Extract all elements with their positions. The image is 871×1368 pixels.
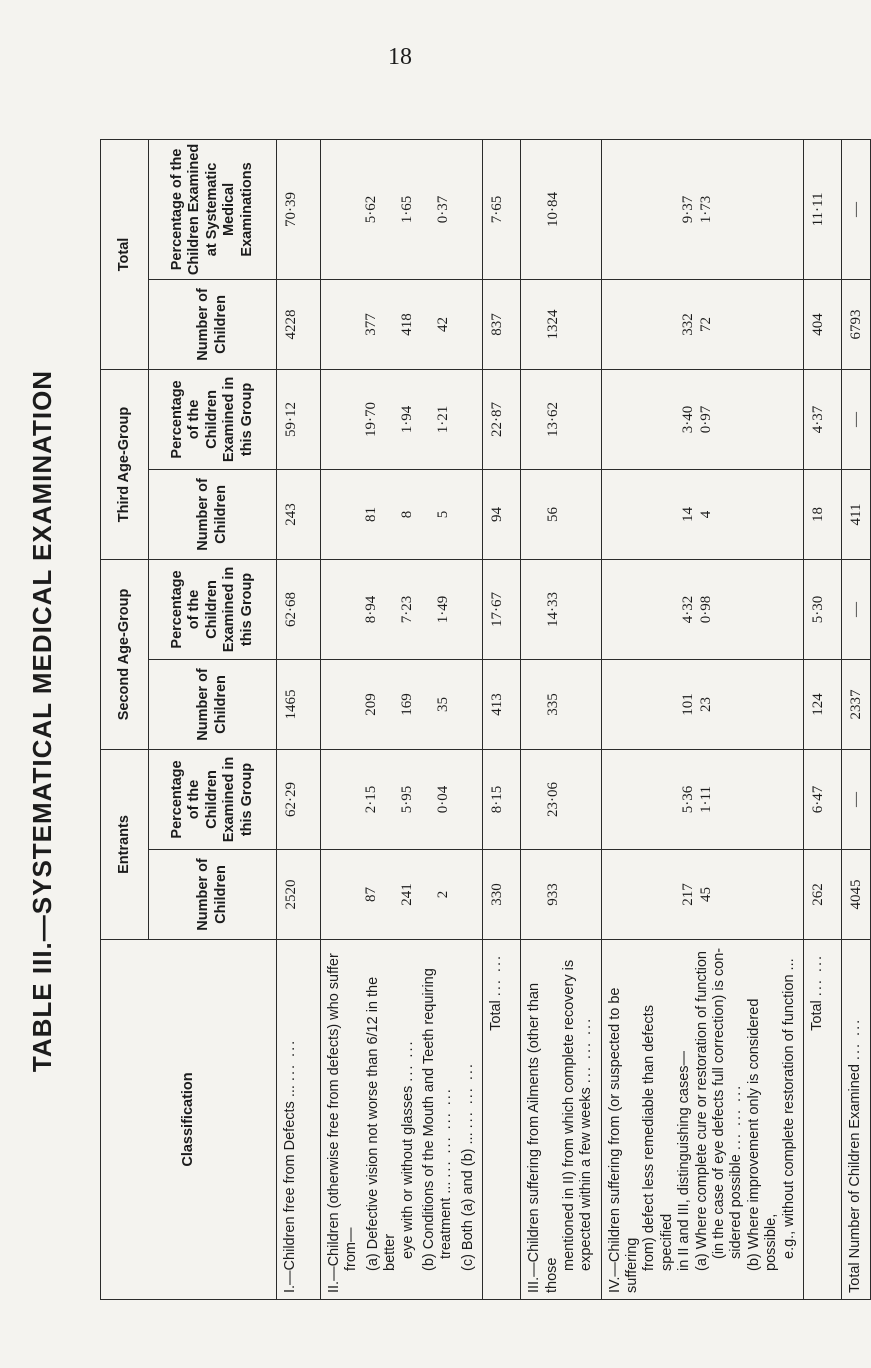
table-cell: 18 <box>803 469 841 559</box>
row-sublabel-line: (a) Defective vision not worse than 6/12 in the better <box>364 976 399 1271</box>
cell-value: 72 <box>697 316 714 332</box>
cell-value: 13·62 <box>545 401 562 437</box>
table-cell <box>321 559 483 659</box>
cell-value: 0·98 <box>697 595 714 624</box>
leader-dots: ... ... ... <box>459 1062 476 1129</box>
table-row <box>277 139 321 1299</box>
row-label <box>521 940 602 1300</box>
row-sublabel-line: sidered possible <box>728 1154 745 1259</box>
row-label-line: II.—Children (otherwise free from defects) who suffer <box>326 953 342 1293</box>
table-cell: 330 <box>483 850 521 940</box>
table-cell: 4·37 <box>803 369 841 469</box>
cell-value: 4·32 <box>679 595 696 624</box>
leader-dots: ... ... ... <box>728 1083 745 1151</box>
table-cell <box>321 850 483 940</box>
cell-value: 5·62 <box>363 195 379 224</box>
table-cell <box>521 749 602 849</box>
row-sublabel-line: treatment ... <box>438 1181 455 1259</box>
table-cell <box>521 139 602 279</box>
cell-value: 1·73 <box>697 195 714 224</box>
cell-value: 42 <box>435 316 451 332</box>
table-cell: 70·39 <box>277 139 321 279</box>
group-header-entrants: Entrants <box>101 749 149 939</box>
cell-value: 5·95 <box>399 785 415 814</box>
cell-value: 9·37 <box>679 195 696 224</box>
leader-dots: ... ... <box>399 1039 416 1082</box>
table-cell: 4045 <box>841 850 870 940</box>
table-cell: 59·12 <box>277 369 321 469</box>
cell-value: 933 <box>545 883 562 906</box>
table-cell <box>601 749 803 849</box>
number-column-header: Number of Children <box>149 279 277 369</box>
cell-value: 4 <box>697 510 714 519</box>
row-label-text: Total Number of Children Examined <box>846 1064 863 1293</box>
cell-value: 19·70 <box>363 401 379 437</box>
table-cell <box>521 469 602 559</box>
cell-value: 1·94 <box>399 405 415 434</box>
group-header-second: Second Age-Group <box>101 559 149 749</box>
leader-dots: ... ... <box>488 954 505 997</box>
leader-dots: ... ... ... ... <box>438 1087 455 1178</box>
table-cell: 11·11 <box>803 139 841 279</box>
table-cell: 17·67 <box>483 559 521 659</box>
leader-dots: ... ... <box>846 1017 863 1061</box>
row-label-text: I.—Children free from Defects ... <box>282 1085 298 1293</box>
total-percentage-column-header: Percentage of the Children Examined at Systematic Medical Examinations <box>149 139 277 279</box>
cell-value: 101 <box>679 693 696 716</box>
table-cell: 262 <box>803 850 841 940</box>
cell-value: 209 <box>363 693 379 716</box>
table-title: TABLE III.—SYSTEMATICAL MEDICAL EXAMINATION <box>26 369 57 1073</box>
group-header-third: Third Age-Group <box>101 369 149 559</box>
table-cell: 404 <box>803 279 841 369</box>
leader-dots: ... ... <box>282 1038 298 1082</box>
cell-value: 8 <box>399 510 415 519</box>
row-label <box>321 940 483 1300</box>
table-cell <box>521 850 602 940</box>
percentage-column-header: Percentage of the Children Examined in this Group <box>149 369 277 469</box>
table-cell: 2337 <box>841 659 870 749</box>
table-row <box>521 139 602 1299</box>
number-column-header: Number of Children <box>149 469 277 559</box>
table-cell <box>601 279 803 369</box>
table-cell: 94 <box>483 469 521 559</box>
cell-value: 35 <box>435 696 451 712</box>
cell-value: 45 <box>697 887 714 902</box>
row-sublabel-line: (c) Both (a) and (b) ... <box>459 1132 476 1271</box>
table-cell <box>321 139 483 279</box>
table-cell: 62·68 <box>277 559 321 659</box>
row-label-line: IV.—Children suffering from (or suspected to be suffering <box>606 987 641 1293</box>
table-row <box>841 139 870 1299</box>
row-sublabel-line: eye with or without glasses <box>399 1085 416 1259</box>
cell-value: 56 <box>545 506 562 522</box>
table-cell <box>601 659 803 749</box>
cell-value: 0·04 <box>435 785 451 814</box>
table-row <box>803 139 841 1299</box>
cell-value: 81 <box>363 506 379 522</box>
table-cell: 6793 <box>841 279 870 369</box>
cell-value: 1·49 <box>435 595 451 624</box>
row-label <box>483 940 521 1300</box>
table-cell <box>601 850 803 940</box>
table-cell: 22·87 <box>483 369 521 469</box>
cell-value: 1·65 <box>399 195 415 224</box>
table-cell <box>321 469 483 559</box>
row-label <box>803 940 841 1300</box>
row-label-line: III.—Children suffering from Ailments (other than those <box>526 982 560 1293</box>
row-label <box>601 940 803 1300</box>
cell-value: 1·21 <box>435 405 451 434</box>
table-cell <box>321 279 483 369</box>
table-cell <box>601 469 803 559</box>
cell-value: 14·33 <box>545 591 562 627</box>
row-label-line: from) defect less remediable than defects specified <box>641 1005 675 1271</box>
table-cell <box>601 559 803 659</box>
cell-value: 23·06 <box>545 782 562 817</box>
table-cell: 4228 <box>277 279 321 369</box>
table-cell: 243 <box>277 469 321 559</box>
table-cell <box>601 369 803 469</box>
row-sublabel-line: (in the case of eye defects full correction) is con- <box>711 947 728 1259</box>
cell-value: 5 <box>435 510 451 519</box>
cell-value: 241 <box>399 883 415 906</box>
row-label-line: from— <box>343 1227 360 1271</box>
table-cell <box>521 369 602 469</box>
cell-value: 87 <box>363 887 379 902</box>
cell-value: 1·11 <box>697 786 714 813</box>
cell-value: 332 <box>679 313 696 336</box>
table-cell: 2520 <box>277 850 321 940</box>
cell-value: 335 <box>545 693 562 716</box>
cell-value: 14 <box>679 506 696 522</box>
table-cell <box>321 749 483 849</box>
table-cell <box>601 139 803 279</box>
table-cell: 411 <box>841 469 870 559</box>
table-row <box>483 139 521 1299</box>
table-cell: — <box>841 749 870 849</box>
percentage-column-header: Percentage of the Children Examined in this Group <box>149 749 277 849</box>
leader-dots: ... ... ... <box>578 1016 595 1084</box>
cell-value: 8·94 <box>363 595 379 624</box>
table-cell: — <box>841 369 870 469</box>
row-sublabel-line: (a) Where complete cure or restoration of function <box>693 951 710 1271</box>
row-label-text: Total <box>488 1000 505 1031</box>
group-header-total: Total <box>101 139 149 369</box>
table-cell: — <box>841 139 870 279</box>
number-column-header: Number of Children <box>149 850 277 940</box>
table-cell <box>521 279 602 369</box>
cell-value: 5·36 <box>679 785 696 814</box>
row-sublabel-line: e.g., without complete restoration of function ... <box>780 958 797 1259</box>
cell-value: 418 <box>399 313 415 336</box>
table-cell: 6·47 <box>803 749 841 849</box>
table-cell: 8·15 <box>483 749 521 849</box>
table-cell <box>521 559 602 659</box>
table-cell: 124 <box>803 659 841 749</box>
table-cell: 62·29 <box>277 749 321 849</box>
classification-header: Classification <box>101 940 277 1300</box>
table-cell: 1465 <box>277 659 321 749</box>
table-cell: 413 <box>483 659 521 749</box>
cell-value: 169 <box>399 693 415 716</box>
table-row <box>321 139 483 1299</box>
row-label-text: Total <box>808 1000 825 1031</box>
row-label <box>277 940 321 1300</box>
row-label-line: mentioned in II) from which complete recovery is <box>560 959 577 1271</box>
table-cell: 837 <box>483 279 521 369</box>
cell-value: 23 <box>697 696 714 712</box>
cell-value: 377 <box>363 313 379 336</box>
row-sublabel-line: (b) Where improvement only is considered possible, <box>745 998 780 1271</box>
table-cell: 7·65 <box>483 139 521 279</box>
table-cell <box>321 659 483 749</box>
cell-value: 217 <box>679 883 696 906</box>
row-label-line: expected within a few weeks <box>578 1087 595 1271</box>
number-column-header: Number of Children <box>149 659 277 749</box>
leader-dots: ... ... <box>808 954 825 997</box>
cell-value: 3·40 <box>679 405 696 434</box>
cell-value: 7·23 <box>399 595 415 624</box>
table-cell: — <box>841 559 870 659</box>
medical-examination-table <box>100 139 871 1300</box>
cell-value: 2·15 <box>363 785 379 814</box>
table-cell <box>521 659 602 749</box>
percentage-column-header: Percentage of the Children Examined in this Group <box>149 559 277 659</box>
table-cell: 5·30 <box>803 559 841 659</box>
cell-value: 0·37 <box>435 195 451 224</box>
row-sublabel-line: (b) Conditions of the Mouth and Teeth requiring <box>420 968 437 1271</box>
row-label-line: in II and III, distinguishing cases— <box>676 1050 693 1271</box>
cell-value: 2 <box>435 890 451 899</box>
page-number: 18 <box>388 44 412 70</box>
cell-value: 0·97 <box>697 405 714 434</box>
table-row <box>601 139 803 1299</box>
rotated-table-container <box>100 140 864 1300</box>
cell-value: 10·84 <box>545 191 562 227</box>
table-cell <box>321 369 483 469</box>
cell-value: 1324 <box>545 309 562 340</box>
row-label <box>841 940 870 1300</box>
